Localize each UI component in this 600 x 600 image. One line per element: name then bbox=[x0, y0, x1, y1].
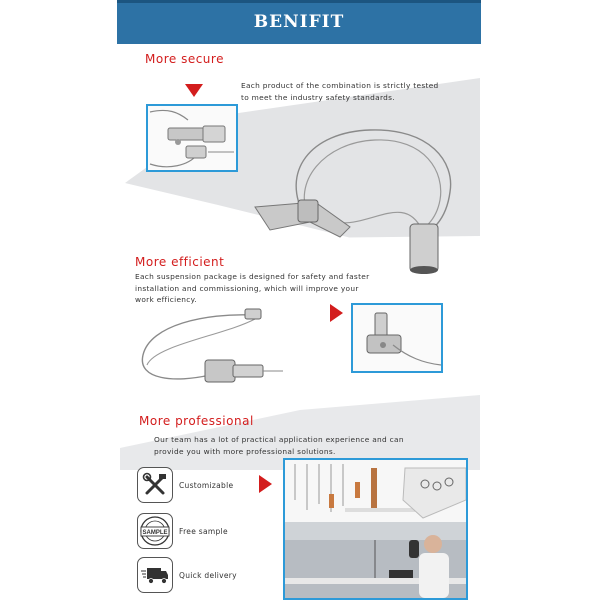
feature-customizable bbox=[137, 467, 233, 503]
application-photo bbox=[283, 458, 468, 600]
section-title-efficient: More efficient bbox=[135, 255, 225, 269]
stamp-text: SAMPLE bbox=[142, 530, 168, 536]
feature-label: Quick delivery bbox=[179, 570, 237, 580]
desc-line: provide you with more professional solutions. bbox=[154, 446, 336, 456]
section-title-secure: More secure bbox=[145, 52, 224, 66]
feature-quick-delivery bbox=[137, 557, 237, 593]
secure-detail-photo bbox=[146, 104, 238, 172]
down-arrow-icon bbox=[185, 84, 203, 98]
desc-line: work efficiency. bbox=[135, 295, 197, 304]
tools-icon bbox=[137, 467, 173, 503]
section-desc-efficient bbox=[135, 271, 395, 306]
suspension-kit-illustration bbox=[250, 112, 475, 282]
section-title-professional: More professional bbox=[139, 414, 254, 428]
installation-scene-illustration bbox=[285, 460, 466, 598]
desc-line: to meet the industry safety standards. bbox=[241, 92, 395, 102]
cable-gripper-illustration bbox=[148, 106, 236, 170]
free-sample-stamp-icon bbox=[137, 513, 173, 549]
desc-line: Our team has a lot of practical application experience and can bbox=[154, 435, 404, 444]
banner-title: BENIFIT bbox=[253, 12, 345, 32]
feature-free-sample bbox=[137, 513, 228, 549]
desc-line: Each suspension package is designed for safety and faster bbox=[135, 272, 370, 281]
right-arrow-icon bbox=[259, 475, 273, 493]
desc-line: Each product of the combination is strictly tested bbox=[241, 81, 439, 90]
right-arrow-icon bbox=[330, 304, 344, 322]
gripper-closeup-illustration bbox=[353, 305, 441, 371]
section-desc-secure bbox=[241, 80, 471, 103]
delivery-truck-icon bbox=[137, 557, 173, 593]
feature-label: Customizable bbox=[179, 480, 234, 490]
desc-line: installation and commissioning, which will improve your bbox=[135, 283, 359, 293]
section-desc-professional bbox=[154, 434, 454, 457]
cable-assembly-illustration bbox=[135, 305, 285, 395]
feature-label: Free sample bbox=[179, 526, 228, 536]
efficient-detail-photo bbox=[351, 303, 443, 373]
